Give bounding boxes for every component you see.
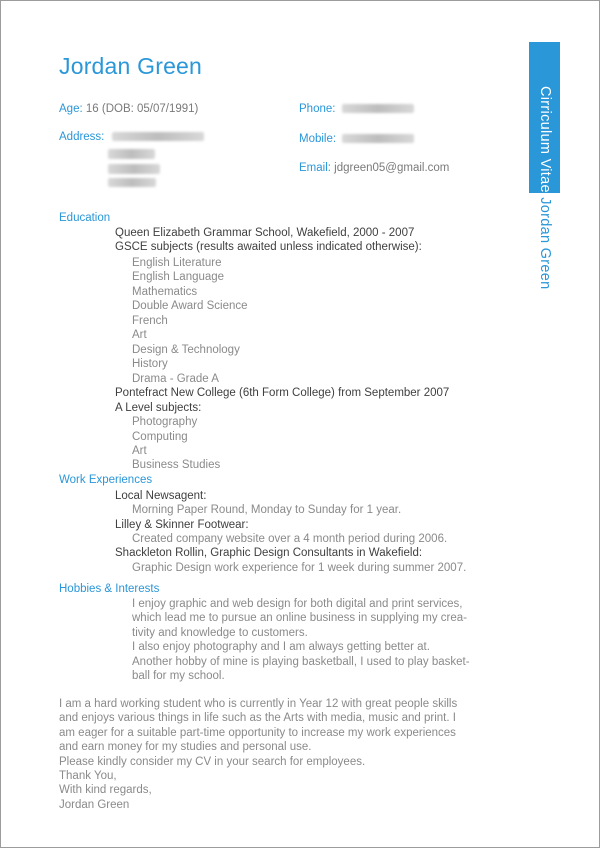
job-place: Lilley & Skinner Footwear:: [115, 519, 249, 531]
closing-line: and earn money for my studies and personal use.: [59, 741, 312, 754]
email-value[interactable]: jdgreen05@gmail.com: [334, 162, 450, 174]
gcse-subject: History: [132, 358, 168, 370]
job-desc: Morning Paper Round, Monday to Sunday for 1 year.: [132, 504, 402, 516]
gcse-heading: GSCE subjects (results awaited unless indicated otherwise):: [115, 241, 422, 253]
hobbies-heading: Hobbies & Interests: [59, 583, 160, 595]
address-redacted-3: [108, 164, 160, 174]
hobbies-line: which lead me to pursue an online business in supplying my crea-: [132, 612, 467, 625]
closing-line: With kind regards,: [59, 784, 152, 797]
side-title: [537, 86, 553, 289]
gcse-subject: French: [132, 315, 168, 327]
address-redacted-2: [108, 149, 155, 159]
phone-redacted: [342, 104, 414, 113]
closing-line: and enjoys various things in life such as the Arts with media, music and print. I: [59, 712, 456, 725]
alevel-subject: Computing: [132, 431, 188, 443]
closing-line: Thank You,: [59, 770, 117, 783]
job-place: Shackleton Rollin, Graphic Design Consultants in Wakefield:: [115, 547, 423, 559]
hobbies-line: I enjoy graphic and web design for both digital and print services,: [132, 598, 463, 610]
hobbies-line: tivity and knowledge to customers.: [132, 626, 308, 639]
address-label: Address:: [59, 131, 105, 143]
mobile-row: [299, 133, 414, 145]
gcse-subject: Art: [132, 329, 147, 341]
side-title-name: Jordan Green: [537, 197, 553, 290]
job-place: Local Newsagent:: [115, 490, 207, 502]
age-value: 16 (DOB: 05/07/1991): [85, 103, 199, 115]
hobbies-text: [132, 597, 470, 683]
closing-line: I am a hard working student who is currently in Year 12 with great people skills: [59, 698, 458, 710]
school-line: Queen Elizabeth Grammar School, Wakefield, 2000 - 2007: [115, 227, 415, 239]
job-desc: Created company website over a 4 month period during 2006.: [132, 533, 448, 545]
gcse-subject: Double Award Science: [132, 300, 248, 312]
email-label: Email:: [299, 162, 331, 174]
candidate-name: Jordan Green: [59, 53, 203, 79]
education-heading: Education: [59, 212, 111, 224]
mobile-label: Mobile:: [299, 133, 337, 145]
address-row: [59, 131, 204, 143]
age-label: Age:: [59, 103, 83, 115]
job-desc: Graphic Design work experience for 1 week during summer 2007.: [132, 562, 467, 574]
alevel-subject: Business Studies: [132, 459, 221, 471]
hobbies-line: Another hobby of mine is playing basketball, I used to play basket-: [132, 655, 470, 668]
college-line: Pontefract New College (6th Form College) from September 2007: [115, 387, 450, 399]
closing-statement: [59, 697, 457, 812]
alevel-subject: Photography: [132, 416, 198, 428]
hobbies-line: ball for my school.: [132, 670, 225, 683]
mobile-redacted: [342, 134, 414, 143]
phone-row: [299, 103, 414, 115]
closing-line: Please kindly consider my CV in your search for employees.: [59, 755, 366, 768]
work-heading: Work Experiences: [59, 474, 153, 486]
alevel-heading: A Level subjects:: [115, 402, 202, 414]
address-redacted-4: [108, 178, 156, 187]
gcse-subject: Drama - Grade A: [132, 373, 219, 385]
email-row: [299, 162, 449, 174]
hobbies-line: I also enjoy photography and I am always getting better at.: [132, 641, 430, 654]
closing-line: am eager for a suitable part-time opportunity to increase my work experiences: [59, 726, 456, 739]
age-row: [59, 103, 198, 115]
gcse-subject: English Language: [132, 271, 225, 283]
gcse-subject: Design & Technology: [132, 344, 240, 356]
alevel-subject: Art: [132, 445, 147, 457]
gcse-subject: Mathematics: [132, 286, 198, 298]
address-redacted: [112, 132, 204, 141]
phone-label: Phone:: [299, 103, 336, 115]
gcse-subject: English Literature: [132, 257, 222, 269]
closing-signature: Jordan Green: [59, 798, 130, 811]
side-title-cv: Cirriculum Vitae: [537, 86, 553, 193]
